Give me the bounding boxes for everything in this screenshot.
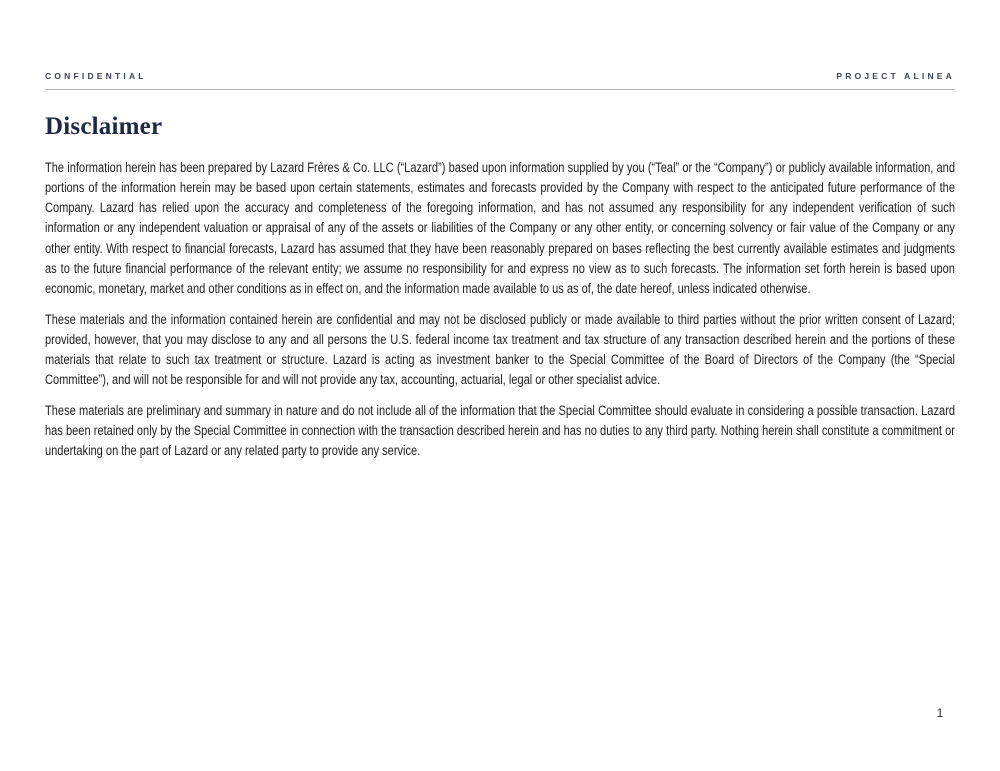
disclaimer-paragraph-3: These materials are preliminary and summary in nature and do not include all of the information that the Special Committee should evaluate in considering a possible transaction. Lazard has been retained only by the Special Committee in connection with the transaction described herein and has no duties to any third party. Nothing herein shall constitute a commitment or undertaking on the part of Lazard or any related party to provide any service. [45,402,955,459]
project-name-label: PROJECT ALINEA [836,71,955,81]
confidential-label: CONFIDENTIAL [45,71,147,81]
page-number: 1 [936,708,944,720]
disclaimer-paragraph-1: The information herein has been prepared by Lazard Frères & Co. LLC (“Lazard”) based upon information supplied by you (“Teal” or the “Company”) or publicly available information, and portions of the information herein may be based upon certain statements, estimates and forecasts provided by the Company with respect to the anticipated future performance of the Company. Lazard has relied upon the accuracy and completeness of the foregoing information, and has not assumed any responsibility for any independent verification of such information or any independent valuation or appraisal of any of the assets or liabilities of the Company or any other entity, or concerning solvency or fair value of the Company or any other entity. With respect to financial forecasts, Lazard has assumed that they have been reasonably prepared on bases reflecting the best currently available estimates and judgments as to the future financial performance of the relevant entity; we assume no responsibility for and express no view as to such forecasts. The information set forth herein is based upon economic, monetary, market and other conditions as in effect on, and the information made available to us as of, the date hereof, unless indicated otherwise. [45,159,955,297]
page-header [45,0,955,81]
disclaimer-paragraph-2: These materials and the information contained herein are confidential and may not be disclosed publicly or made available to third parties without the prior written consent of Lazard; provided, however, that you may disclose to any and all persons the U.S. federal income tax treatment and tax structure of any transaction described herein and the portions of these materials that relate to such tax treatment or structure. Lazard is acting as investment banker to the Special Committee of the Board of Directors of the Company (the “Special Committee”), and will not be responsible for and will not provide any tax, accounting, actuarial, legal or other specialist advice. [45,311,955,388]
disclaimer-body [45,158,955,462]
page-title: Disclaimer [45,113,163,140]
header-rule [45,89,955,90]
